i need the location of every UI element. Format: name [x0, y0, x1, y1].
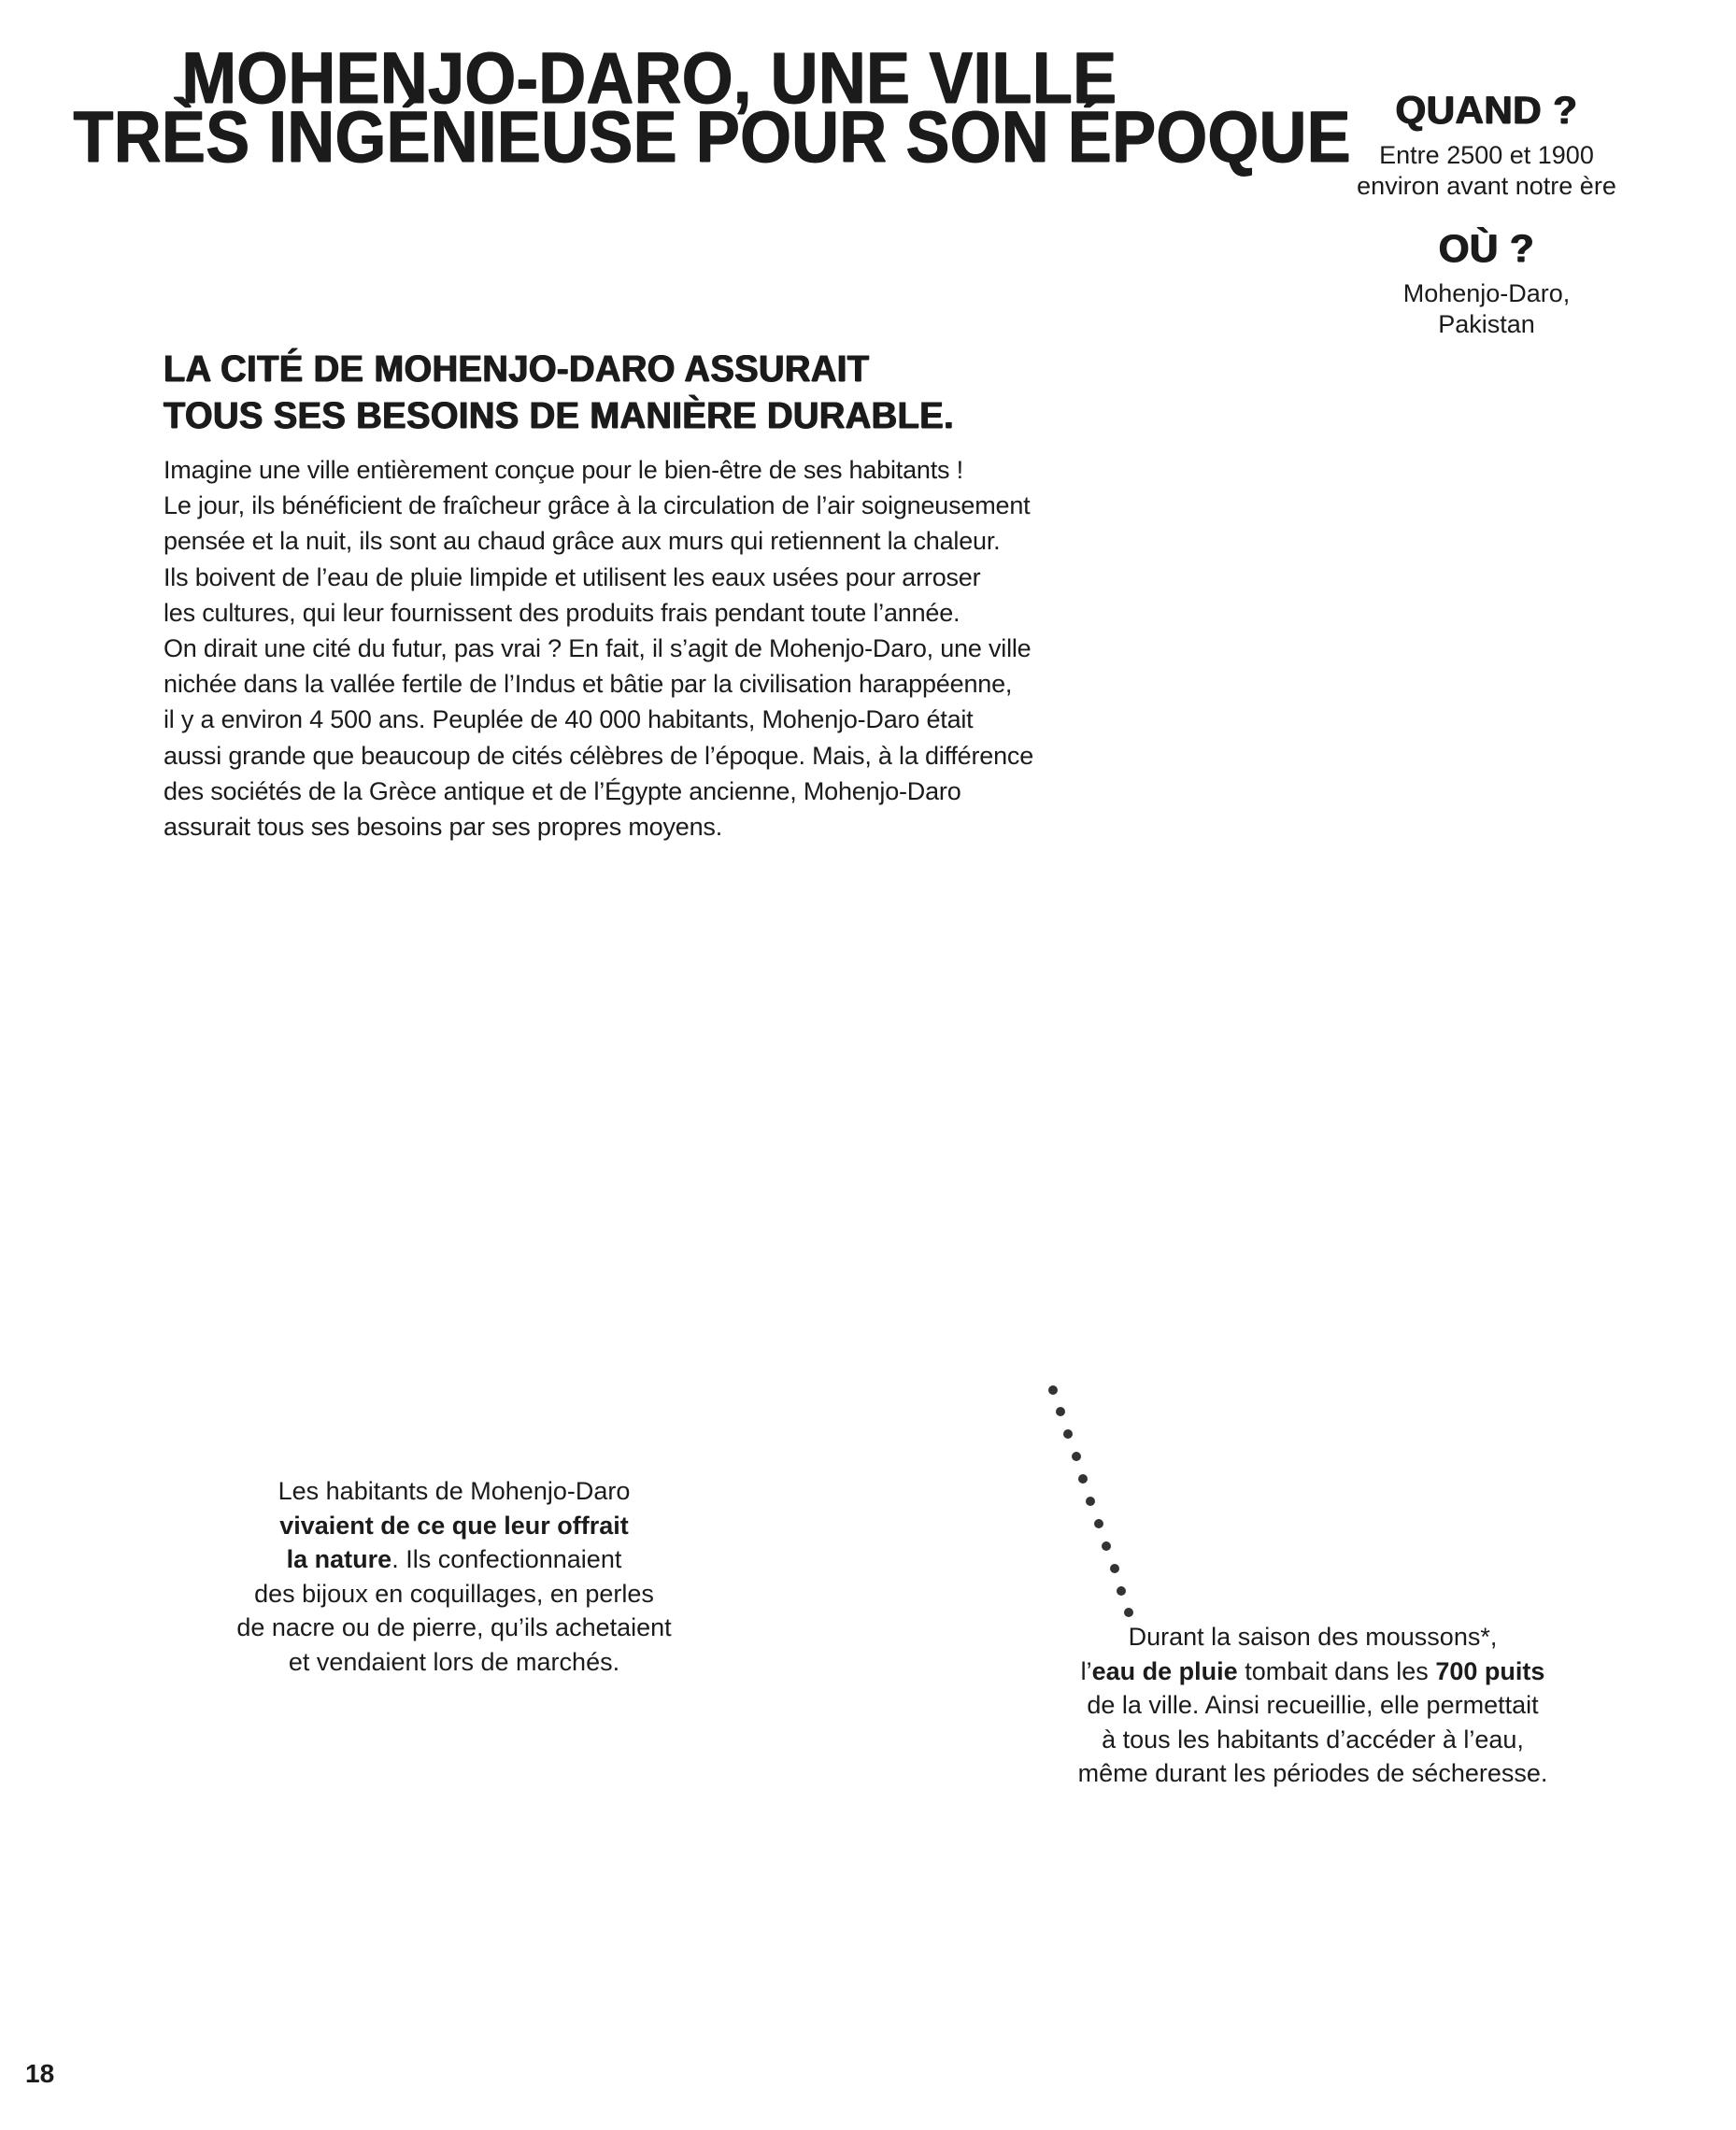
page-title [9, 36, 1351, 178]
page-title-line-1: MOHENJO-DARO, UNE VILLE [181, 36, 1117, 119]
dot [1110, 1564, 1119, 1573]
where-label: OÙ ? [1438, 226, 1535, 270]
caption-text: des bijoux en coquillages, en perles [254, 1579, 654, 1608]
caption-line [1058, 1723, 1568, 1757]
caption-text: Durant la saison des moussons*, [1128, 1623, 1498, 1651]
caption-text-bold: 700 puits [1435, 1656, 1545, 1685]
caption-text: à tous les habitants d’accéder à l’eau, [1102, 1725, 1524, 1754]
dot [1124, 1608, 1133, 1617]
page-number: 18 [25, 2059, 55, 2088]
infobox [1272, 88, 1701, 340]
section-heading [164, 346, 996, 439]
caption-text-bold: eau de pluie [1091, 1656, 1238, 1685]
caption-text: de nacre ou de pierre, qu’ils achetaient [236, 1613, 672, 1642]
caption-left [221, 1474, 688, 1680]
body-line: Imagine une ville entièrement conçue pour le bien-être de ses habitants ! [164, 456, 963, 484]
dot [1117, 1586, 1126, 1596]
caption-text: tombait dans les [1237, 1656, 1436, 1685]
body-line: On dirait une cité du futur, pas vrai ? En fait, il s’agit de Mohenjo-Daro, une ville [164, 634, 1032, 663]
dot [1094, 1519, 1103, 1528]
caption-text-bold: vivaient de ce que leur offrait [279, 1511, 629, 1540]
caption-line [221, 1577, 688, 1612]
dot [1048, 1385, 1058, 1395]
body-line: pensée et la nuit, ils sont au chaud grâce aux murs qui retiennent la chaleur. [164, 527, 1001, 556]
body-line: des sociétés de la Grèce antique et de l’Égypte ancienne, Mohenjo-Daro [164, 776, 961, 805]
body-line: Ils boivent de l’eau de pluie limpide et utilisent les eaux usées pour arroser [164, 562, 981, 591]
dot [1072, 1452, 1081, 1461]
caption-line [1058, 1688, 1568, 1723]
section-heading-line-1: LA CITÉ DE MOHENJO-DARO ASSURAIT [164, 348, 870, 390]
caption-line [221, 1542, 688, 1577]
dot [1063, 1429, 1073, 1439]
caption-line [1058, 1756, 1568, 1791]
where-value-line-1: Mohenjo-Daro, [1402, 279, 1571, 307]
article-body [164, 452, 1033, 845]
when-value-line-1: Entre 2500 et 1900 [1379, 141, 1594, 169]
dot [1056, 1407, 1065, 1416]
body-line: les cultures, qui leur fournissent des produits frais pendant toute l’année. [164, 598, 960, 627]
body-line: il y a environ 4 500 ans. Peuplée de 40 000 habitants, Mohenjo-Daro était [164, 705, 974, 734]
body-line: aussi grande que beaucoup de cités célèbres de l’époque. Mais, à la différence [164, 741, 1034, 770]
caption-text: même durant les périodes de sécheresse. [1077, 1759, 1548, 1788]
dot [1102, 1541, 1111, 1551]
caption-right [1058, 1620, 1568, 1791]
caption-line [1058, 1654, 1568, 1689]
caption-line [221, 1474, 688, 1509]
dot [1078, 1474, 1088, 1484]
when-label: QUAND ? [1395, 88, 1578, 132]
caption-line [1058, 1620, 1568, 1654]
page-title-line-2: TRÈS INGÉNIEUSE POUR SON ÉPOQUE [73, 95, 1351, 178]
when-value-line-2: environ avant notre ère [1357, 172, 1616, 200]
caption-text-bold: la nature [286, 1545, 392, 1574]
body-line: nichée dans la vallée fertile de l’Indus et bâtie par la civilisation harappéenne, [164, 670, 1013, 699]
caption-text: et vendaient lors de marchés. [288, 1647, 620, 1676]
body-line: assurait tous ses besoins par ses propres moyens. [164, 813, 722, 842]
caption-line [221, 1645, 688, 1680]
body-line: Le jour, ils bénéficient de fraîcheur grâce à la circulation de l’air soigneusement [164, 491, 1031, 520]
caption-line [221, 1509, 688, 1543]
section-heading-line-2: TOUS SES BESOINS DE MANIÈRE DURABLE. [164, 395, 955, 436]
caption-line [221, 1611, 688, 1645]
caption-text: de la ville. Ainsi recueillie, elle permettait [1087, 1691, 1539, 1720]
dot [1086, 1497, 1095, 1506]
caption-text: l’ [1080, 1656, 1092, 1685]
caption-text: Les habitants de Mohenjo-Daro [277, 1477, 631, 1505]
where-value-line-2: Pakistan [1438, 310, 1535, 338]
caption-text: . Ils confectionnaient [391, 1545, 622, 1574]
